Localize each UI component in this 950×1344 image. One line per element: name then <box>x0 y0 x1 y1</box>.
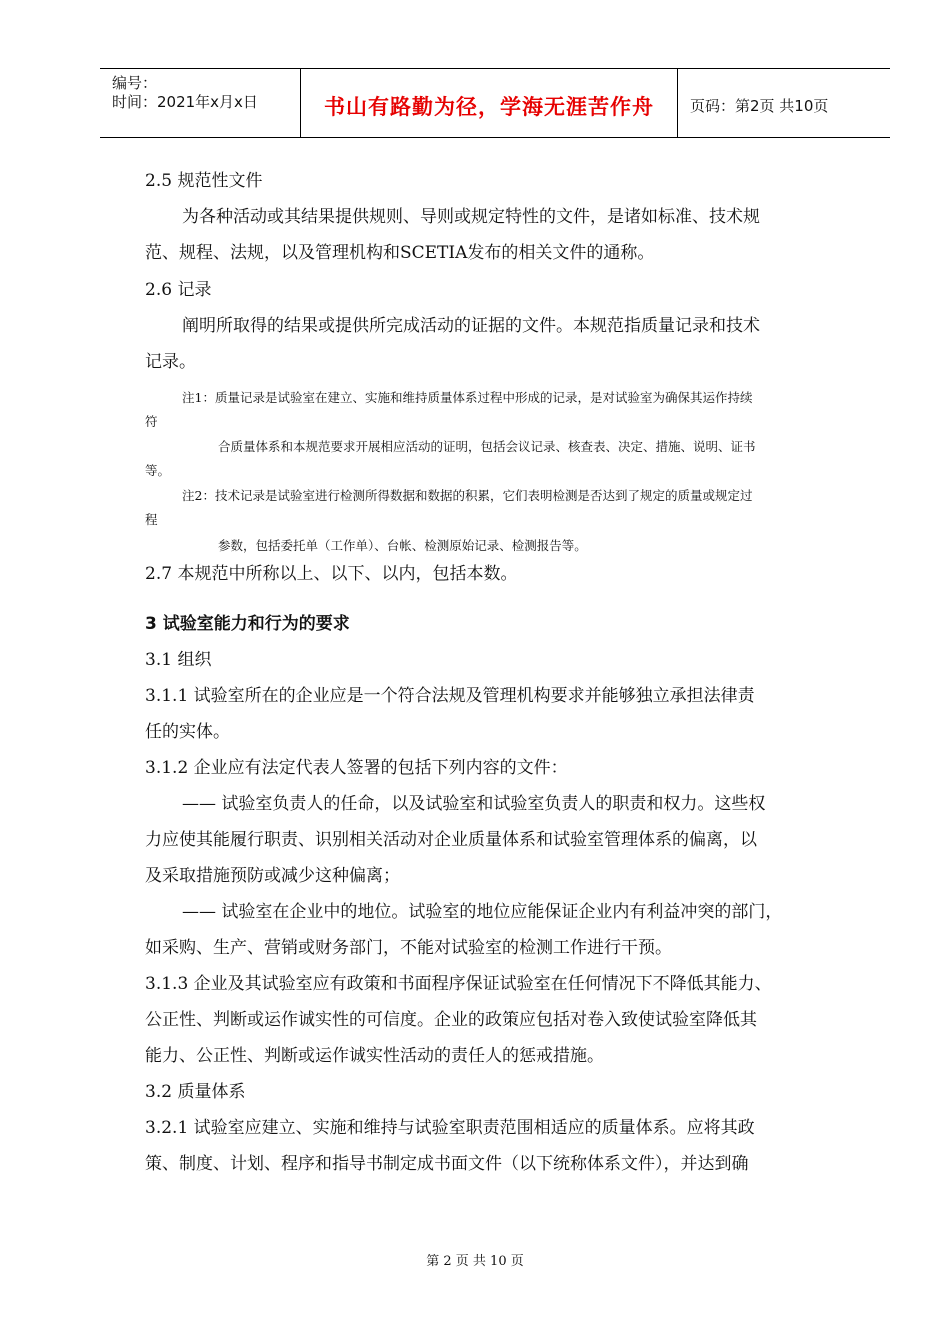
note-2: 参数，包括委托单（工作单）、台帐、检测原始记录、检测报告等。 <box>218 538 587 553</box>
section-3-1-3: 能力、公正性、判断或运作诚实性活动的责任人的惩戒措施。 <box>145 1046 604 1066</box>
section-2-7: 2.7 本规范中所称以上、以下、以内，包括本数。 <box>145 564 518 584</box>
chapter-3-title: 3 试验室能力和行为的要求 <box>145 614 350 634</box>
page-footer: 第 2 页 共 10 页 <box>426 1254 524 1269</box>
note-1: 合质量体系和本规范要求开展相应活动的证明，包括会议记录、核查表、决定、措施、说明、证书 <box>218 439 756 454</box>
section-2-5-text: 范、规程、法规，以及管理机构和SCETIA发布的相关文件的通称。 <box>145 243 655 263</box>
section-3-1-title: 3.1 组织 <box>145 650 212 670</box>
note-1: 符 <box>145 414 158 429</box>
list-item-dash: 如采购、生产、营销或财务部门，不能对试验室的检测工作进行干预。 <box>145 938 672 958</box>
section-3-1-1: 任的实体。 <box>145 722 230 742</box>
page-header <box>100 68 890 138</box>
time-label: 时间：2021年x月x日 <box>112 93 258 111</box>
header-page-label: 页码：第2页 共10页 <box>690 97 829 115</box>
section-2-5-title: 2.5 规范性文件 <box>145 171 263 191</box>
section-3-2-1: 策、制度、计划、程序和指导书制定成书面文件（以下统称体系文件），并达到确 <box>145 1154 749 1174</box>
header-motto: 书山有路勤为径，学海无涯苦作舟 <box>324 95 654 119</box>
section-2-6-text: 阐明所取得的结果或提供所完成活动的证据的文件。本规范指质量记录和技术 <box>182 316 760 336</box>
note-2: 注2：技术记录是试验室进行检测所得数据和数据的积累，它们表明检测是否达到了规定的质量或规定过 <box>182 488 753 503</box>
list-item-dash: 及采取措施预防或减少这种偏离； <box>145 866 400 886</box>
section-3-2-1: 3.2.1 试验室应建立、实施和维持与试验室职责范围相适应的质量体系。应将其政 <box>145 1118 755 1138</box>
list-item-dash: —— 试验室在企业中的地位。试验室的地位应能保证企业内有利益冲突的部门， <box>182 902 783 922</box>
section-3-1-2: 3.1.2 企业应有法定代表人签署的包括下列内容的文件： <box>145 758 568 778</box>
list-item-dash: —— 试验室负责人的任命，以及试验室和试验室负责人的职责和权力。这些权 <box>182 794 766 814</box>
list-item-dash: 力应使其能履行职责、识别相关活动对企业质量体系和试验室管理体系的偏离，以 <box>145 830 757 850</box>
section-3-1-3: 3.1.3 企业及其试验室应有政策和书面程序保证试验室在任何情况下不降低其能力、 <box>145 974 772 994</box>
section-3-1-3: 公正性、判断或运作诚实性的可信度。企业的政策应包括对卷入致使试验室降低其 <box>145 1010 757 1030</box>
section-3-1-1: 3.1.1 试验室所在的企业应是一个符合法规及管理机构要求并能够独立承担法律责 <box>145 686 755 706</box>
note-1: 等。 <box>145 463 171 478</box>
section-2-5-text: 为各种活动或其结果提供规则、导则或规定特性的文件，是诸如标准、技术规 <box>182 207 760 227</box>
header-meta <box>100 69 301 137</box>
section-2-6-text: 记录。 <box>145 352 196 372</box>
section-3-2-title: 3.2 质量体系 <box>145 1082 246 1102</box>
note-1: 注1：质量记录是试验室在建立、实施和维持质量体系过程中形成的记录，是对试验室为确保其运作持续 <box>182 390 753 405</box>
header-page-cell <box>678 69 890 137</box>
note-2: 程 <box>145 512 158 527</box>
number-label: 编号： <box>112 74 158 92</box>
section-2-6-title: 2.6 记录 <box>145 280 212 300</box>
header-motto-cell <box>301 69 678 137</box>
